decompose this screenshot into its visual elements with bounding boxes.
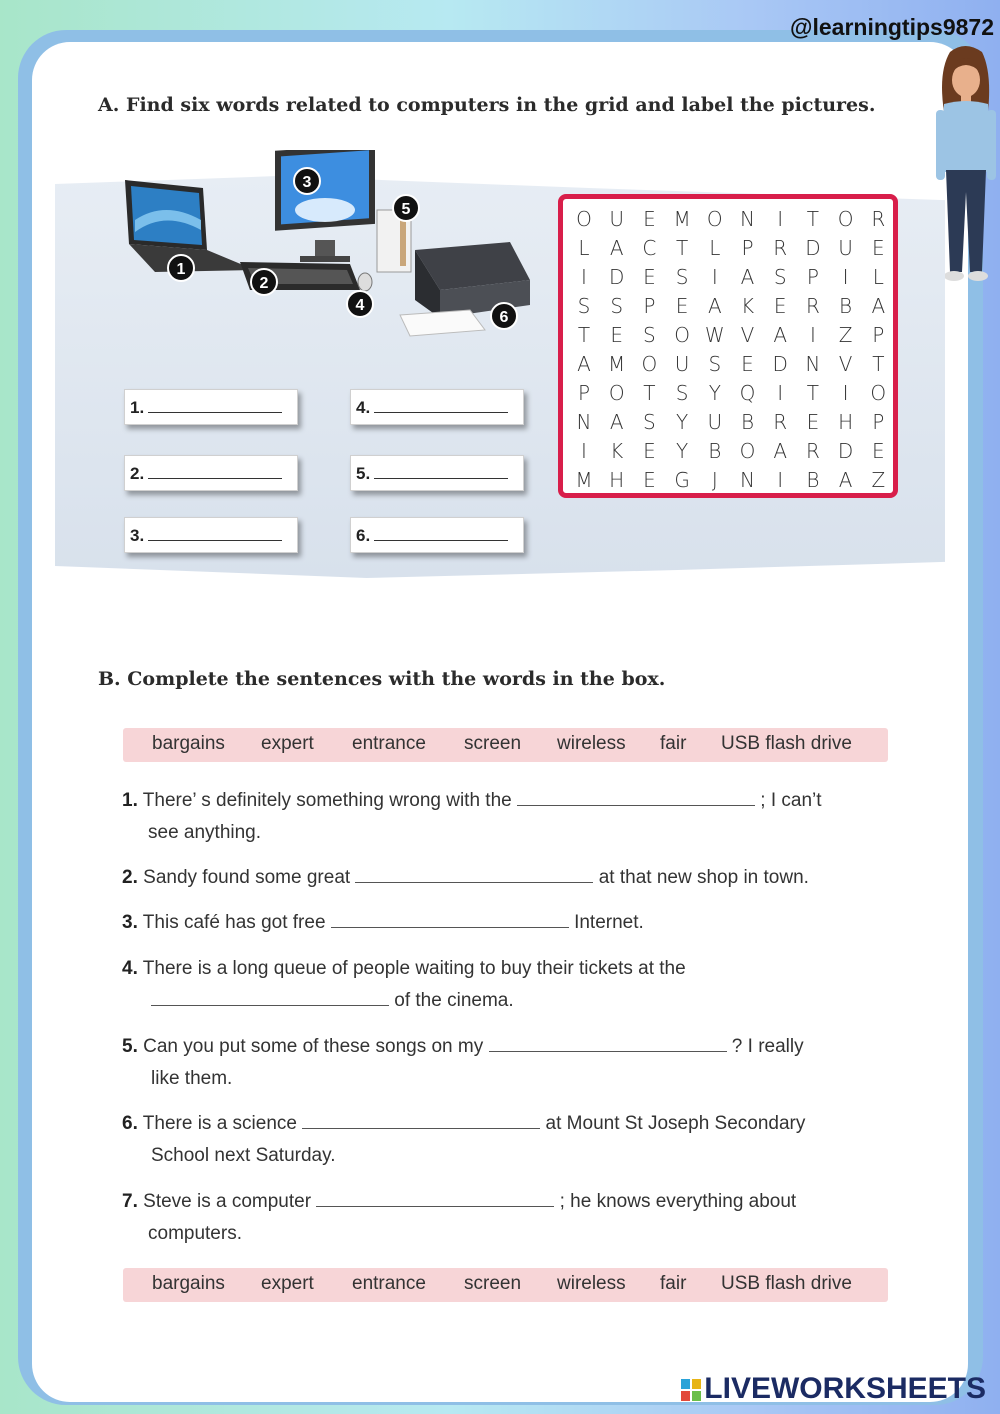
- callout-number: 1: [176, 261, 186, 278]
- sentence-number: 6.: [122, 1113, 138, 1134]
- sentence-text: of the cinema.: [394, 990, 514, 1011]
- grid-cell[interactable]: O: [870, 381, 887, 405]
- grid-cell[interactable]: D: [772, 352, 788, 376]
- grid-cell[interactable]: D: [837, 439, 854, 463]
- grid-cell[interactable]: I: [581, 439, 587, 463]
- grid-cell[interactable]: S: [643, 410, 656, 434]
- word-usb-flash-drive: USB flash drive: [721, 1273, 852, 1294]
- grid-cell[interactable]: E: [610, 323, 623, 347]
- word-fair: fair: [660, 1273, 687, 1294]
- grid-cell[interactable]: N: [805, 352, 821, 376]
- callout-3: [294, 168, 320, 194]
- grid-cell[interactable]: A: [577, 352, 591, 376]
- liveworksheets-logo: [681, 1372, 986, 1406]
- word-bargains: bargains: [152, 1273, 225, 1294]
- sentence-text: ; he knows everything about: [559, 1191, 797, 1212]
- grid-cell[interactable]: K: [610, 439, 624, 463]
- grid-cell[interactable]: O: [576, 207, 592, 231]
- sentence-text: There is a long queue of people waiting to buy their tickets at the: [142, 958, 686, 979]
- grid-cell[interactable]: A: [838, 468, 853, 492]
- grid-cell[interactable]: R: [805, 294, 820, 318]
- grid-cell[interactable]: S: [675, 381, 689, 405]
- grid-cell[interactable]: V: [740, 323, 755, 347]
- grid-cell[interactable]: U: [609, 207, 624, 231]
- grid-cell[interactable]: M: [673, 207, 691, 231]
- grid-cell[interactable]: Y: [675, 410, 689, 434]
- sentence-text: at Mount St Joseph Secondary: [545, 1113, 806, 1134]
- grid-cell[interactable]: H: [609, 468, 625, 492]
- callout-5: [393, 195, 419, 221]
- label-number: 2.: [130, 464, 145, 483]
- grid-cell[interactable]: Y: [708, 381, 721, 405]
- grid-cell[interactable]: G: [674, 468, 690, 492]
- grid-cell[interactable]: S: [708, 352, 722, 376]
- label-box-4[interactable]: [350, 389, 524, 425]
- grid-cell[interactable]: D: [805, 236, 821, 260]
- word-box-bottom: [123, 1268, 888, 1302]
- sentence-1: [122, 785, 822, 849]
- grid-cell[interactable]: B: [708, 439, 722, 463]
- label-number: 5.: [356, 464, 371, 483]
- grid-cell[interactable]: P: [577, 381, 591, 405]
- grid-cell[interactable]: L: [578, 236, 590, 260]
- computer-equipment-illustration: [115, 150, 545, 350]
- word-screen: screen: [464, 733, 522, 754]
- grid-cell[interactable]: Z: [838, 323, 853, 347]
- grid-cell[interactable]: B: [740, 410, 755, 434]
- answer-blank[interactable]: [316, 1192, 554, 1207]
- sentence-text: There’ s definitely something wrong with the: [142, 790, 512, 811]
- grid-cell[interactable]: B: [839, 294, 853, 318]
- grid-cell[interactable]: T: [806, 381, 819, 405]
- answer-line[interactable]: [374, 470, 508, 479]
- word-wireless: wireless: [557, 733, 626, 754]
- grid-cell[interactable]: A: [707, 294, 722, 318]
- sentence-text: ? I really: [731, 1036, 804, 1057]
- word-entrance: entrance: [352, 1273, 426, 1294]
- grid-cell[interactable]: J: [711, 468, 718, 492]
- grid-cell[interactable]: V: [838, 352, 853, 376]
- grid-cell[interactable]: I: [842, 381, 849, 405]
- sentence-number: 5.: [122, 1036, 138, 1057]
- grid-cell[interactable]: M: [575, 468, 593, 492]
- label-box-2[interactable]: [124, 455, 298, 491]
- sentence-3: [122, 907, 644, 939]
- grid-cell[interactable]: E: [773, 294, 787, 318]
- answer-line[interactable]: [148, 404, 282, 413]
- word-search-grid[interactable]: [558, 194, 898, 498]
- answer-blank[interactable]: [302, 1114, 540, 1129]
- grid-cell[interactable]: S: [675, 265, 689, 289]
- sentence-number: 4.: [122, 958, 138, 979]
- word-usb-flash-drive: USB flash drive: [721, 733, 852, 754]
- word-screen: screen: [464, 1273, 522, 1294]
- grid-cell[interactable]: O: [706, 207, 723, 231]
- grid-cell[interactable]: T: [643, 381, 656, 405]
- grid-cell[interactable]: S: [577, 294, 591, 318]
- grid-cell[interactable]: N: [740, 207, 755, 231]
- grid-cell[interactable]: Q: [739, 381, 756, 405]
- word-expert: expert: [261, 1273, 314, 1294]
- grid-cell[interactable]: P: [643, 294, 656, 318]
- grid-cell[interactable]: S: [610, 294, 624, 318]
- grid-cell[interactable]: O: [608, 381, 625, 405]
- grid-cell[interactable]: T: [577, 323, 591, 347]
- grid-cell[interactable]: I: [581, 265, 587, 289]
- grid-cell[interactable]: A: [609, 410, 624, 434]
- word-wireless: wireless: [557, 1273, 626, 1294]
- label-number: 3.: [130, 526, 145, 545]
- grid-cell[interactable]: E: [643, 468, 656, 492]
- section-b-heading: B. Complete the sentences with the words in the box.: [98, 668, 666, 690]
- grid-cell[interactable]: R: [805, 439, 820, 463]
- label-box-3[interactable]: [124, 517, 298, 553]
- grid-cell[interactable]: P: [872, 323, 885, 347]
- grid-cell[interactable]: R: [871, 207, 886, 231]
- callout-number: 6: [499, 309, 509, 326]
- sentence-text: School next Saturday.: [151, 1145, 336, 1166]
- callout-number: 2: [259, 275, 269, 292]
- grid-cell[interactable]: E: [871, 236, 885, 260]
- grid-cell[interactable]: N: [740, 468, 755, 492]
- sentence-text: see anything.: [148, 822, 262, 843]
- grid-cell[interactable]: E: [643, 265, 656, 289]
- sentence-text: ; I can’t: [760, 790, 822, 811]
- callout-number: 4: [355, 297, 365, 314]
- answer-blank[interactable]: [489, 1037, 727, 1052]
- grid-cell[interactable]: Z: [871, 468, 886, 492]
- grid-cell[interactable]: P: [806, 265, 819, 289]
- sentence-number: 1.: [122, 790, 138, 811]
- callout-1: [168, 255, 194, 281]
- callout-2: [251, 269, 277, 295]
- logo-text: LIVEWORKSHEETS: [704, 1372, 986, 1405]
- liveworksheets-badge-icon: [681, 1379, 701, 1401]
- sentence-text: Internet.: [574, 912, 644, 933]
- mouse-icon: [358, 273, 372, 291]
- grid-cell[interactable]: M: [608, 352, 626, 376]
- sentence-text: This café has got free: [142, 912, 326, 933]
- grid-cell[interactable]: T: [872, 352, 885, 376]
- word-entrance: entrance: [352, 733, 426, 754]
- grid-cell[interactable]: T: [806, 207, 819, 231]
- sentence-number: 3.: [122, 912, 138, 933]
- sentence-text: at that new shop in town.: [598, 867, 809, 888]
- sentence-number: 7.: [122, 1191, 138, 1212]
- grid-cell[interactable]: L: [872, 265, 884, 289]
- callout-number: 5: [401, 201, 411, 218]
- grid-cell[interactable]: A: [609, 236, 624, 260]
- answer-blank[interactable]: [151, 991, 389, 1006]
- answer-line[interactable]: [374, 404, 508, 413]
- grid-cell[interactable]: E: [741, 352, 754, 376]
- grid-cell[interactable]: B: [806, 468, 820, 492]
- grid-cell[interactable]: R: [773, 236, 788, 260]
- grid-cell[interactable]: C: [642, 236, 657, 260]
- grid-cell[interactable]: O: [641, 352, 658, 376]
- grid-cell[interactable]: E: [806, 410, 820, 434]
- grid-cell[interactable]: R: [773, 410, 788, 434]
- grid-cell[interactable]: I: [777, 207, 784, 231]
- grid-cell[interactable]: O: [674, 323, 690, 347]
- monitor-icon: [275, 150, 375, 262]
- sentence-4: [122, 953, 686, 1017]
- label-number: 6.: [356, 526, 371, 545]
- sentence-text: like them.: [151, 1068, 233, 1089]
- label-number: 1.: [130, 398, 145, 417]
- grid-cell[interactable]: E: [871, 439, 885, 463]
- sentence-text: Steve is a computer: [143, 1191, 312, 1212]
- sentence-text: There is a science: [142, 1113, 297, 1134]
- answer-blank[interactable]: [355, 868, 593, 883]
- grid-cell[interactable]: I: [842, 265, 849, 289]
- label-number: 4.: [356, 398, 371, 417]
- word-fair: fair: [660, 733, 687, 754]
- grid-cell[interactable]: I: [809, 323, 816, 347]
- sentence-text: Sandy found some great: [143, 867, 351, 888]
- grid-cell[interactable]: Y: [675, 439, 689, 463]
- grid-cell[interactable]: D: [608, 265, 625, 289]
- grid-cell[interactable]: A: [773, 323, 788, 347]
- label-box-5[interactable]: [350, 455, 524, 491]
- answer-line[interactable]: [148, 470, 282, 479]
- grid-cell[interactable]: E: [643, 207, 656, 231]
- grid-cell[interactable]: I: [711, 265, 718, 289]
- grid-cell[interactable]: A: [773, 439, 788, 463]
- grid-cell[interactable]: P: [872, 410, 885, 434]
- watermark-handle: @learningtips9872: [790, 14, 994, 40]
- grid-cell[interactable]: K: [740, 294, 755, 318]
- sentence-2: [122, 862, 809, 894]
- callout-6: [491, 303, 517, 329]
- sentence-text: Can you put some of these songs on my: [143, 1036, 484, 1057]
- sentence-5: [122, 1031, 804, 1095]
- sentence-7: [122, 1186, 796, 1250]
- grid-cell[interactable]: U: [674, 352, 690, 376]
- callout-number: 3: [302, 174, 312, 191]
- grid-cell[interactable]: P: [741, 236, 754, 260]
- grid-cell[interactable]: T: [675, 236, 689, 260]
- grid-cell[interactable]: I: [777, 381, 784, 405]
- section-a-heading: A. Find six words related to computers in the grid and label the pictures.: [98, 94, 876, 116]
- grid-cell[interactable]: I: [777, 468, 784, 492]
- sentence-text: computers.: [148, 1223, 242, 1244]
- grid-cell[interactable]: S: [773, 265, 787, 289]
- grid-cell[interactable]: L: [709, 236, 721, 260]
- word-box-top: [123, 728, 888, 762]
- grid-cell[interactable]: N: [576, 410, 592, 434]
- sentence-number: 2.: [122, 867, 138, 888]
- grid-cell[interactable]: O: [739, 439, 756, 463]
- word-expert: expert: [261, 733, 314, 754]
- grid-cell[interactable]: S: [643, 323, 656, 347]
- grid-cell[interactable]: E: [675, 294, 689, 318]
- callout-4: [347, 291, 373, 317]
- grid-cell[interactable]: E: [643, 439, 656, 463]
- answer-line[interactable]: [148, 532, 282, 541]
- answer-line[interactable]: [374, 532, 508, 541]
- grid-cell[interactable]: A: [871, 294, 886, 318]
- grid-cell[interactable]: O: [837, 207, 854, 231]
- label-box-1[interactable]: [124, 389, 298, 425]
- grid-cell[interactable]: U: [838, 236, 853, 260]
- grid-cell[interactable]: W: [704, 323, 725, 347]
- answer-blank[interactable]: [517, 791, 755, 806]
- grid-cell[interactable]: U: [707, 410, 723, 434]
- word-bargains: bargains: [152, 733, 225, 754]
- grid-cell[interactable]: H: [838, 410, 854, 434]
- label-box-6[interactable]: [350, 517, 524, 553]
- sentence-6: [122, 1108, 805, 1172]
- answer-blank[interactable]: [331, 913, 569, 928]
- grid-cell[interactable]: A: [740, 265, 755, 289]
